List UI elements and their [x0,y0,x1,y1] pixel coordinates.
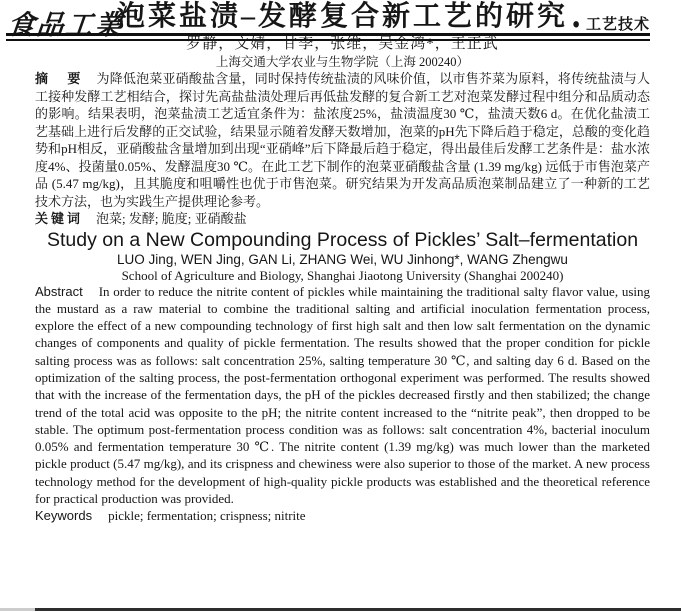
page-title: 泡菜盐渍–发酵复合新工艺的研究 [116,1,568,32]
cn-abstract-text: 为降低泡菜亚硝酸盐含量，同时保持传统盐渍的风味价值，以市售芥菜为原料，将传统盐渍与人工接种发酵工艺相结合，探讨先高盐盐渍处理后再低盐发酵的复合新工艺对泡菜发酵过程中组分和品质动态的影响。结果表明，泡菜盐渍工艺适宜条件为：盐浓度25%，盐渍温度30 ℃，盐渍天数6 d。在优化盐渍工艺基础上进行后发酵的正交试验，结果显示随着发酵天数增加，泡菜的pH先下降后趋于稳定，总酸的变化趋势和pH相反，亚硝酸盐含量增加到出现“亚硝峰”后下降最后趋于稳定，得出最佳后发酵工艺条件是：盐水浓度4%、投菌量0.05%、发酵温度30 ℃。在此工艺下制作的泡菜亚硝酸盐含量 (1.39 mg/kg) 远低于市售泡菜产品 (5.47 mg/kg)，且其脆度和咀嚼性也优于市售泡菜。研究结果为开发高品质泡菜制品建立了一种新的工艺技术方法，也为实践生产提供理论参考。 [35,71,650,209]
cn-abstract-label: 摘 要 [35,71,84,86]
cn-keywords [35,210,650,228]
en-keywords [35,507,650,525]
en-title: Study on a New Compounding Process of Pickles’ Salt–fermentation [46,228,639,251]
cn-abstract [35,70,650,210]
en-keywords-label: Keywords [35,508,93,524]
cn-keywords-label: 关键词 [35,211,84,226]
en-keywords-text: pickle; fermentation; crispness; nitrite [108,508,306,524]
cn-keywords-text: 泡菜; 发酵; 脆度; 亚硝酸盐 [96,211,247,226]
en-abstract-text: In order to reduce the nitrite content of pickles while maintaining the traditional salty flavor value, using the mustard as a raw material to combine the traditional salting and artificial inoculation fermentation process, explore the effect of a new compounding technology of first high salt and then low salt fermentation on the dynamic changes of components and quality of pickle fermentation. The results showed that the proper condition for pickle salting process was as follows: salt concentration 25%, salting temperature 30 ℃, and salting day 6 d. Based on the optimization of the salting process, the post-fermentation orthogonal experiment was performed. The results showed that with the increase of the fermentation days, the pH of the pickles decreased firstly and then stabilized; the change trend of the total acid was opposite to the pH; the nitrite content increased to the “nitrite peak”, then dropped to be stable. The optimum post-fermentation process condition was as follows: salt concentration 4%, bacterial inoculum 0.05% and fermentation temperature 30 ℃. The nitrite content (1.39 mg/kg) was much lower than the marketed pickle product (5.47 mg/kg), and its crispness and chewiness were also superior to those of the market. A new process technology method for the development of high-quality pickle products was established and the theoretical reference for practical production was provided. [35,283,650,507]
cn-affiliation: 上海交通大学农业与生物学院（上海 200240） [215,55,470,69]
section-label-text: 工艺技术 [585,16,650,33]
bullet-icon: ● [572,14,581,33]
en-abstract-label: Abstract [35,283,83,299]
journal-logo: 食品工業 [6,10,126,40]
article-content [35,0,650,525]
bottom-rule-light-segment [0,608,35,611]
cn-authors: 罗静，文婧，甘李，张维，吴金鸿*，王正武 [186,36,499,52]
bottom-rule [35,608,681,611]
en-abstract [35,283,650,508]
en-authors: LUO Jing, WEN Jing, GAN Li, ZHANG Wei, WU Jinhong*, WANG Zhengwu [117,251,568,267]
en-affiliation: School of Agriculture and Biology, Shanghai Jiaotong University (Shanghai 200240) [121,267,564,283]
